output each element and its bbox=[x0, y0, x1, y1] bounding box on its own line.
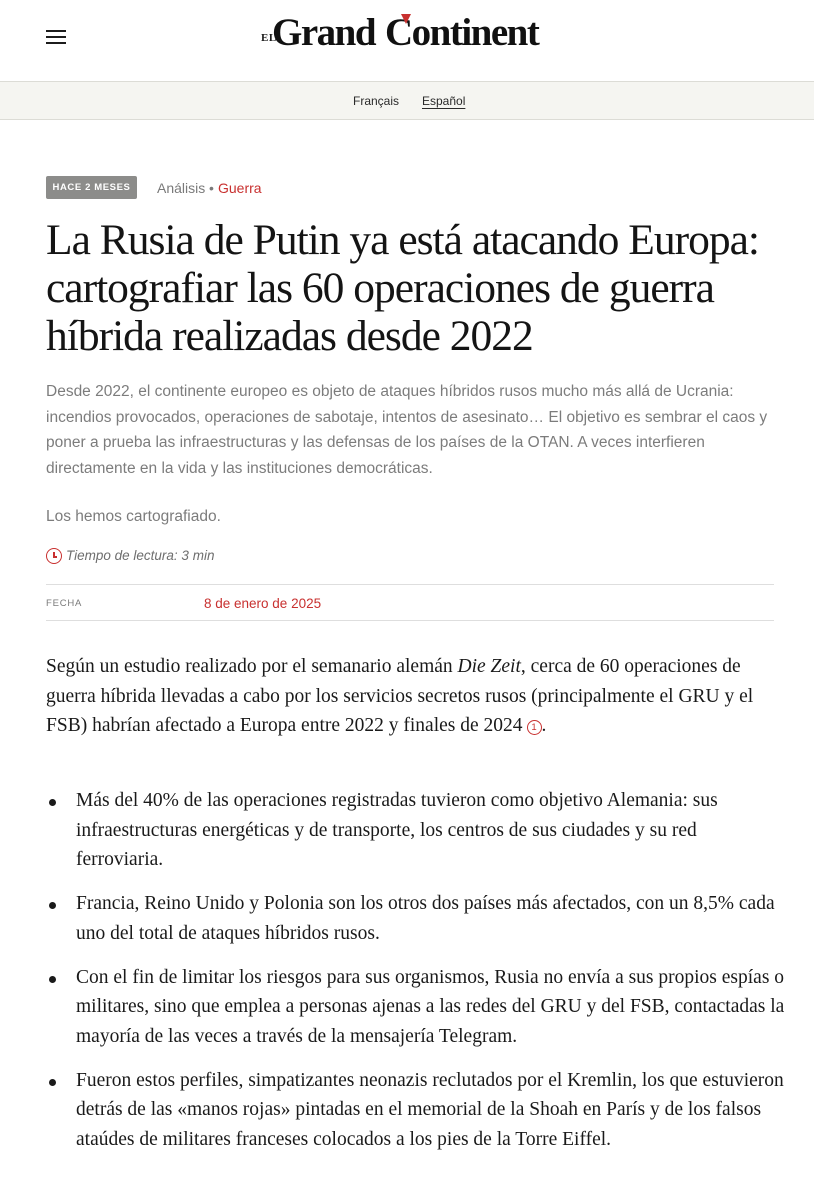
language-bar bbox=[0, 82, 814, 120]
reading-time-label: Tiempo de lectura: 3 min bbox=[66, 548, 215, 563]
article-category[interactable]: Análisis bbox=[157, 180, 206, 196]
article-title: La Rusia de Putin ya está atacando Europa: cartografiar las 60 operaciones de guerra híbrida realizadas desde 2022 bbox=[46, 216, 759, 360]
hamburger-menu-icon[interactable] bbox=[46, 30, 66, 46]
category-separator: • bbox=[209, 180, 214, 196]
publication-name: Die Zeit bbox=[457, 656, 521, 677]
language-link-french[interactable]: Français bbox=[353, 94, 400, 108]
language-link-spanish[interactable]: Español bbox=[422, 94, 466, 108]
logo-word-continent: Continent bbox=[385, 11, 539, 54]
menu-line bbox=[46, 36, 66, 38]
bullet-icon bbox=[49, 1079, 56, 1086]
key-points-list bbox=[46, 786, 786, 1169]
article-age-badge: HACE 2 MESES bbox=[46, 176, 137, 199]
list-item bbox=[46, 963, 786, 1052]
site-header bbox=[0, 0, 814, 82]
list-item-text: Con el fin de limitar los riesgos para sus organismos, Rusia no envía a sus propios espías o militares, sino que emplea a personas ajenas a las redes del GRU y del FSB, contactadas la mayoría de las veces a través de la mensajería Telegram. bbox=[76, 966, 785, 1047]
footnote-marker[interactable]: 1 bbox=[527, 720, 542, 735]
list-item-text: Más del 40% de las operaciones registradas tuvieron como objetivo Alemania: sus infraestructuras energéticas y de transporte, los centros de sus ciudades y su red ferroviaria. bbox=[76, 790, 718, 870]
article-lede: Desde 2022, el continente europeo es objeto de ataques híbridos rusos mucho más allá de Ucrania: incendios provocados, operaciones de sabotaje, intentos de asesinato… El objetivo es sembrar el caos y poner a prueba las infraestructuras y las defensas de los países de la OTAN. A veces interfieren directamente en la vida y las instituciones democráticas. bbox=[46, 383, 768, 477]
logo-word-grand: Grand bbox=[272, 11, 376, 54]
article-tag-link[interactable]: Guerra bbox=[218, 180, 262, 196]
menu-line bbox=[46, 30, 66, 32]
article-intro-paragraph bbox=[46, 652, 776, 741]
intro-text-start: Según un estudio realizado por el semanario alemán bbox=[46, 656, 458, 677]
intro-text-rest: , cerca de 60 operaciones de guerra híbrida llevadas a cabo por los servicios secretos rusos (principalmente el GRU y el FSB) habrían afectado a Europa entre 2022 y finales de 2024 bbox=[46, 656, 754, 736]
clock-icon bbox=[46, 548, 62, 564]
list-item bbox=[46, 786, 786, 875]
article-lede-secondary: Los hemos cartografiado. bbox=[46, 508, 221, 525]
bullet-icon bbox=[49, 976, 56, 983]
date-value: 8 de enero de 2025 bbox=[204, 596, 322, 611]
logo-accent-mark bbox=[401, 14, 411, 24]
date-label: FECHA bbox=[46, 598, 83, 609]
menu-line bbox=[46, 42, 66, 44]
logo-prefix: EL bbox=[261, 32, 277, 44]
list-item-text: Fueron estos perfiles, simpatizantes neonazis reclutados por el Kremlin, los que estuvieron detrás de las «manos rojas» pintadas en el memorial de la Shoah en París y de los falsos ataúdes de militares franceses colocados a los pies de la Torre Eiffel. bbox=[76, 1069, 784, 1150]
list-item-text: Francia, Reino Unido y Polonia son los otros dos países más afectados, con un 8,5% cada uno del total de ataques híbridos rusos. bbox=[76, 893, 775, 944]
list-item bbox=[46, 889, 786, 948]
list-item bbox=[46, 1066, 786, 1155]
date-row bbox=[46, 584, 774, 621]
bullet-icon bbox=[49, 799, 56, 806]
bullet-icon bbox=[49, 902, 56, 909]
intro-text-end: . bbox=[541, 715, 547, 736]
